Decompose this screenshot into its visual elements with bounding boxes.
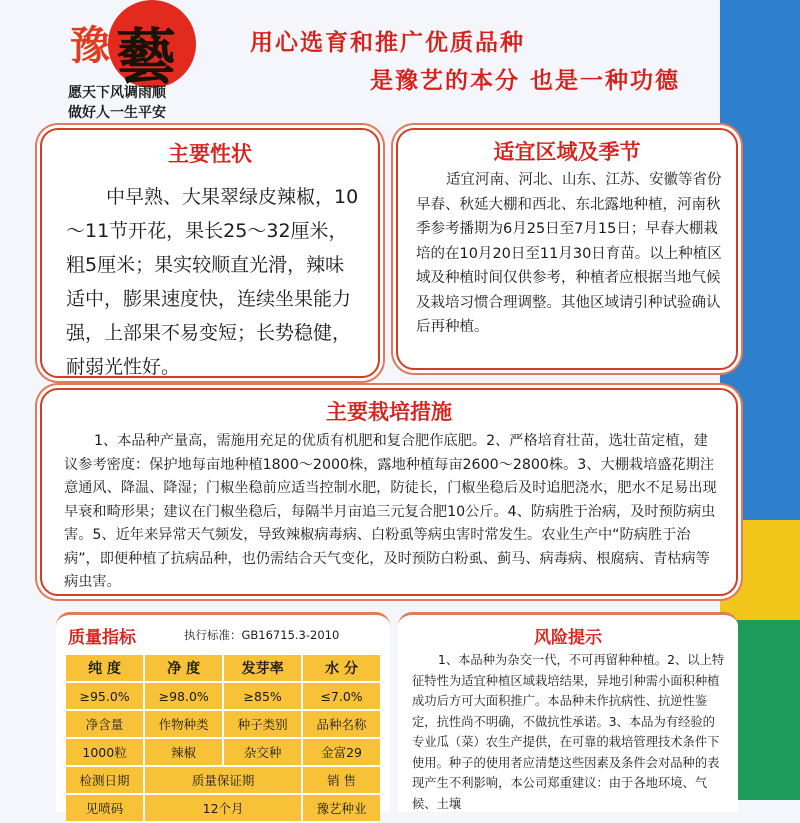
logo-char-yi: 藝 xyxy=(116,23,176,93)
slogan-line-2: 是豫艺的本分 也是一种功德 xyxy=(370,68,681,94)
cultivation-body: 1、本品种产量高，需施用充足的优质有机肥和复合肥作底肥。2、严格培育壮苗，选壮苗定植，建议参考密度：保护地每亩地种植1800～2000株，露地种植每亩2600～2800株。3、大棚栽培盛花期注意通风、降温、降湿；门椒坐稳前应适当控制水肥，防徒长，门椒坐稳后及时追肥浇水，肥水不足易出现早衰和畸形果；建议在门椒坐稳后，每隔半月亩追三元复合肥10公斤。4、防病胜于治病，及时预防病虫害。5、近年来异常天气频发，导致辣椒病毒病、白粉虱等病虫害时常发生。农业生产中“防病胜于治病”，即便种植了抗病品种，也仍需结合天气变化，及时预防白粉虱、蓟马、病毒病、根腐病、青枯病等病虫害。 xyxy=(64,433,717,590)
risk-title: 风险提示 xyxy=(534,628,602,648)
table-cell: 见喷码 xyxy=(66,795,143,821)
slogan-line-1: 用心选育和推广优质品种 xyxy=(250,30,525,56)
cultivation-panel xyxy=(40,388,738,596)
table-cell: 1000粒 xyxy=(66,739,143,765)
table-cell: 发芽率 xyxy=(224,655,301,681)
cultivation-title: 主要栽培措施 xyxy=(326,400,452,424)
region-panel xyxy=(396,128,738,370)
table-cell: 种子类别 xyxy=(224,711,301,737)
traits-panel xyxy=(40,128,380,378)
risk-panel xyxy=(398,612,738,812)
traits-title: 主要性状 xyxy=(168,142,252,166)
table-row xyxy=(66,795,380,821)
table-cell: ≥85% xyxy=(224,683,301,709)
brand-logo xyxy=(70,6,220,93)
table-cell: 纯 度 xyxy=(66,655,143,681)
region-title: 适宜区域及季节 xyxy=(493,140,641,164)
table-row xyxy=(66,739,380,765)
table-cell: 销 售 xyxy=(303,767,380,793)
table-row xyxy=(66,767,380,793)
table-cell: 辣椒 xyxy=(145,739,222,765)
table-cell: 杂交种 xyxy=(224,739,301,765)
motto-line-1: 愿天下风调雨顺 xyxy=(68,85,166,101)
table-cell: 检测日期 xyxy=(66,767,143,793)
table-cell: ≥95.0% xyxy=(66,683,143,709)
table-row xyxy=(66,711,380,737)
region-body: 适宜河南、河北、山东、江苏、安徽等省份早春、秋延大棚和西北、东北露地种植，河南秋季参考播期为6月25日至7月15日；早春大棚栽培的在10月20日至11月30日育苗。以上种植区域及种植时间仅供参考，种植者应根据当地气候及栽培习惯合理调整。其他区域请引种试验确认后再种植。 xyxy=(416,172,722,335)
table-cell: 12个月 xyxy=(145,795,301,821)
quality-table xyxy=(64,653,382,823)
traits-body: 中早熟、大果翠绿皮辣椒，10～11节开花，果长25～32厘米，粗5厘米；果实较顺直光滑，辣味适中，膨果速度快，连续坐果能力强，上部果不易变短；长势稳健，耐弱光性好。 xyxy=(66,186,359,378)
table-cell: 净含量 xyxy=(66,711,143,737)
table-cell: 金富29 xyxy=(303,739,380,765)
table-cell: 净 度 xyxy=(145,655,222,681)
risk-body: 1、本品种为杂交一代，不可再留种种植。2、以上特征特性为适宜种植区域栽培结果，异地引种需小面积种植成功后方可大面积推广。本品种未作抗病性、抗逆性鉴定，抗性尚不明确，不做抗性承诺。3、本品为有经验的专业瓜（菜）农生产提供，在可靠的栽培管理技术条件下使用。种子的使用者应清楚这些因素及条件会对品种的表现产生不利影响，本公司郑重建议：由于各地环境、气候、土壤 xyxy=(412,653,725,811)
table-cell: 质量保证期 xyxy=(145,767,301,793)
table-row xyxy=(66,655,380,681)
quality-standard: 执行标准：GB16715.3-2010 xyxy=(184,628,340,642)
table-cell: ≤7.0% xyxy=(303,683,380,709)
table-row xyxy=(66,683,380,709)
table-cell: 作物种类 xyxy=(145,711,222,737)
table-cell: 豫艺种业 xyxy=(303,795,380,821)
logo-char-yu: 豫 xyxy=(70,22,110,69)
motto-line-2: 做好人一生平安 xyxy=(68,105,166,121)
table-cell: ≥98.0% xyxy=(145,683,222,709)
table-cell: 水 分 xyxy=(303,655,380,681)
quality-panel xyxy=(56,612,390,816)
table-cell: 品种名称 xyxy=(303,711,380,737)
quality-title: 质量指标 xyxy=(68,628,136,648)
